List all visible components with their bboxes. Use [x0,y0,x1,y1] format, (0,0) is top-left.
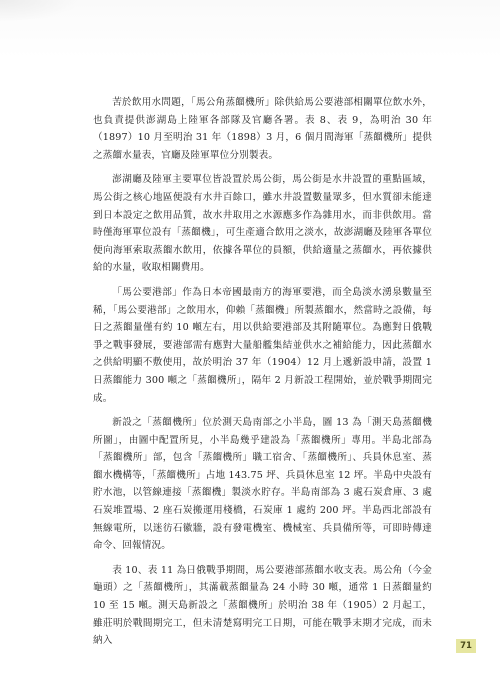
page-number: 71 [456,639,476,653]
paragraph: 表 10、表 11 為日俄戰爭期間，馬公要港部蒸餾水收支表。馬公角（今金龜頭）之「蒸餾機所」，其滿載蒸餾量為 24 小時 30 噸，通常 1 日蒸餾量約 10 至 15 噸。測天島新設之「蒸餾機所」於明治 38 年（1905）2 月起工，雖莊明於戰間期完工，但未清楚寫明完工日期，可能在戰爭末期才完成，而未納入 [93,564,432,647]
paragraph: 新設之「蒸餾機所」位於測天島南部之小半島，圖 13 為「測天島蒸餾機所圖」，由圖中配置所見，小半島幾乎建設為「蒸餾機所」專用。半島北部為「蒸餾機所」部，包含「蒸餾機所」職工宿舍、「蒸餾機所」、兵員休息室、蒸餾水機構等，「蒸餾機所」占地 143.75 坪、兵員休息室 12 坪。半島中央設有貯水池，以管線連接「蒸餾機」製淡水貯存。半島南部為 3 處石炭倉庫、3 處石炭堆置場、2 座石炭搬運用棧橋，石炭庫 1 處約 200 坪。半島西北部設有無線電所，以迷彷石徽牆，設有發電機室、機械室、兵員備所等，可即時傳達命令、回報情況。 [93,417,432,552]
paragraph: 苦於飲用水問題，「馬公角蒸餾機所」除供給馬公要港部相關單位飲水外，也負責提供澎湖島上陸軍各部隊及官廳各署。表 8、表 9，為明治 30 年（1897）10 月至明治 31 年（1898）3 月，6 個月間海軍「蒸餾機所」提供之蒸餾水量表，官廳及陸軍單位分別製表。 [93,97,432,161]
paragraph: 「馬公要港部」作為日本帝國最南方的海軍要港，而全島淡水湧泉數量至稀，「馬公要港部」之飲用水，仰賴「蒸餾機」所製蒸餾水，然當時之設備，每日之蒸餾量僅有約 10 噸左右，用以供給要港部及其附隨單位。為應對日俄戰爭之戰事發展，要港部需有應對大量船艦集結並供水之補給能力，因此蒸餾水之供給明顯不敷使用，故於明治 37 年（1904）12 月上遞新設申請，設置 1 日蒸餾能力 300 噸之「蒸餾機所」，隔年 2 月新設工程開始，並於戰爭期間完成。 [93,286,432,404]
paragraph: 澎湖廳及陸軍主要單位皆設置於馬公街，馬公街是水井設置的重點區域，馬公街之核心地區便設有水井百餘口，雖水井設置數量眾多，但水質卻未能達到日本設定之飲用品質，故水井取用之水源應多作為雜用水，而非供飲用。當時僅海軍單位設有「蒸餾機」，可生產適合飲用之淡水，故澎湖廳及陸軍各單位便向海軍索取蒸餾水飲用，依據各單位的員額，供給適量之蒸餾水，再依據供給的水量，收取相關費用。 [93,174,432,274]
body-text [93,94,432,657]
page-header-shade [0,0,500,58]
